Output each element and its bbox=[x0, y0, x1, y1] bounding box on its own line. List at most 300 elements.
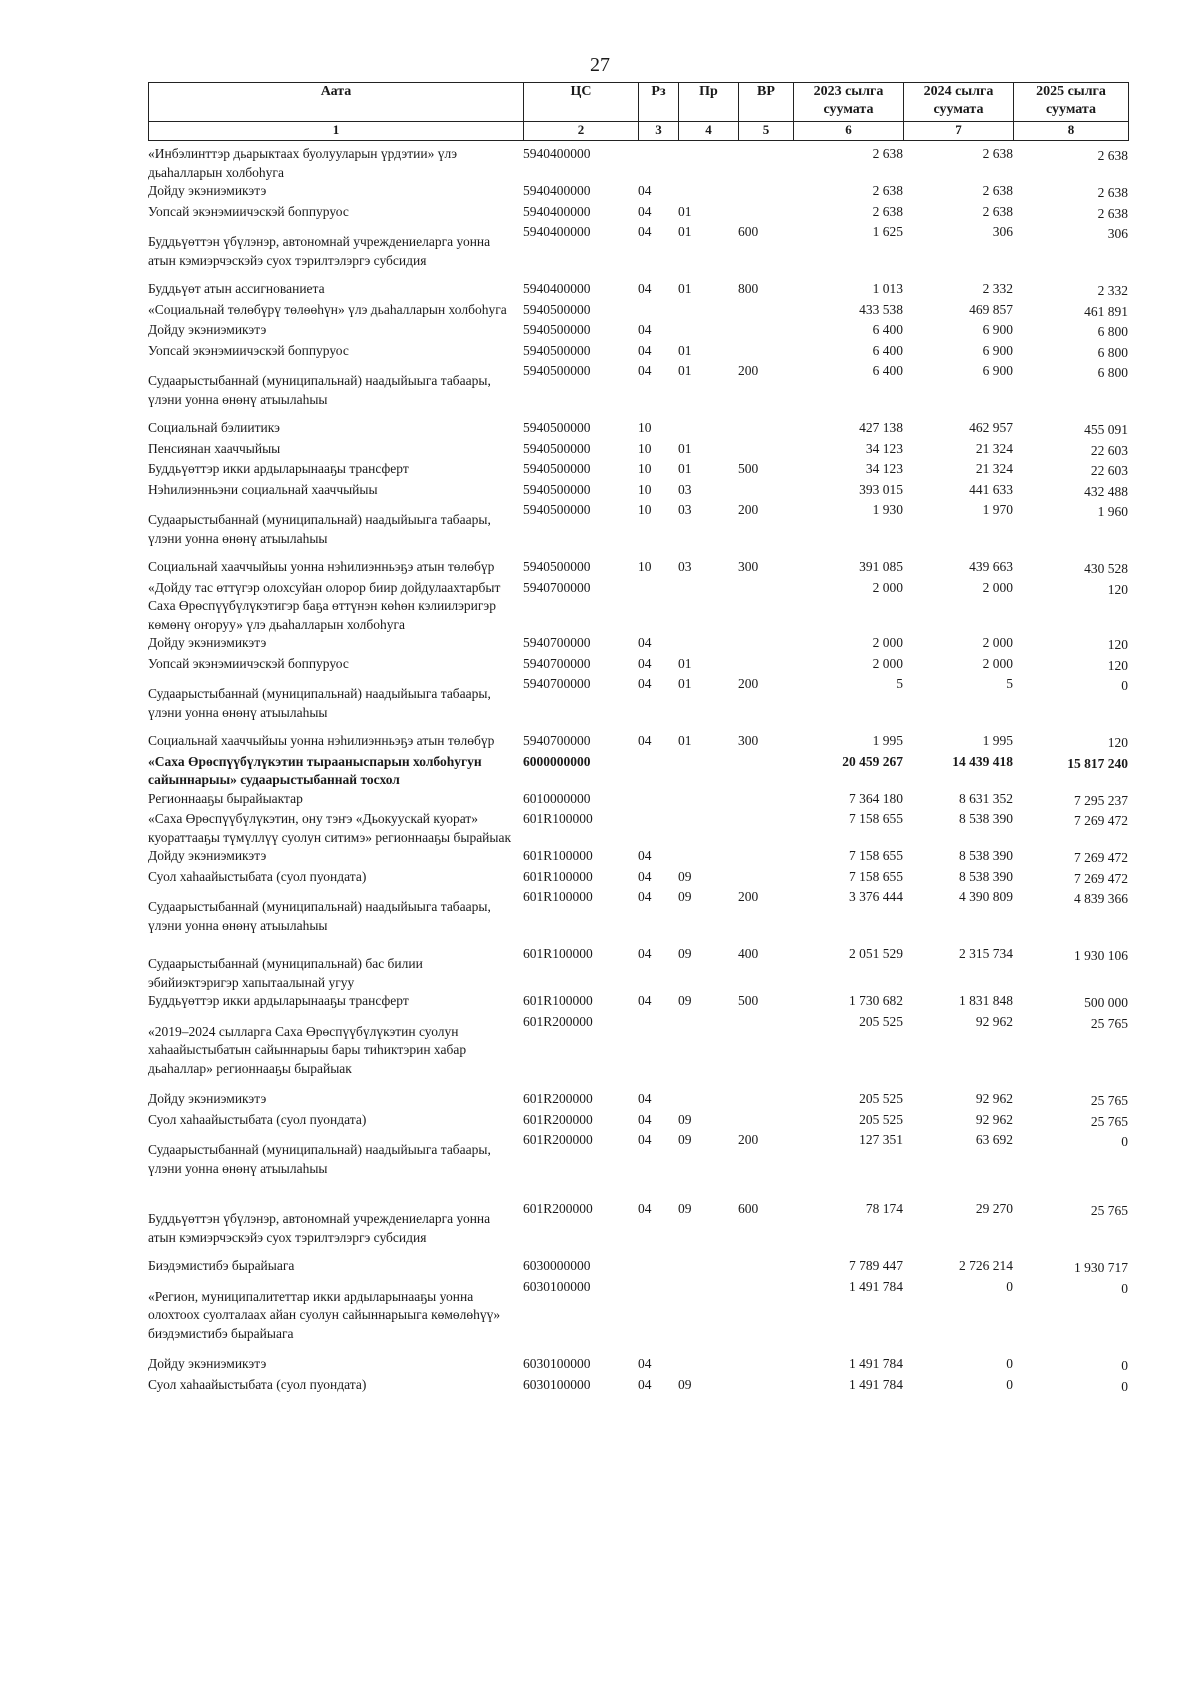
row-vr-code: 200 bbox=[738, 363, 759, 378]
row-amount-2024: 2 315 734 bbox=[959, 946, 1013, 961]
row-cs-code: 601R200000 bbox=[523, 1091, 593, 1106]
header-number: 4 bbox=[679, 122, 739, 141]
row-pr-code: 09 bbox=[678, 889, 692, 904]
row-amount-2025: 455 091 bbox=[1084, 422, 1128, 437]
row-rz-code: 04 bbox=[638, 655, 652, 671]
row-amount-2024: 2 000 bbox=[982, 655, 1013, 671]
table-row bbox=[148, 280, 1128, 301]
row-cs-code: 601R200000 bbox=[523, 1013, 593, 1029]
row-pr-code: 01 bbox=[678, 440, 692, 456]
row-cs-code: 5940500000 bbox=[523, 461, 591, 476]
row-amount-2025: 120 bbox=[1107, 581, 1128, 597]
row-vr-code: 200 bbox=[738, 502, 759, 517]
row-vr-code: 800 bbox=[738, 281, 759, 296]
header-number: 8 bbox=[1014, 122, 1129, 141]
row-amount-2023: 127 351 bbox=[859, 1132, 903, 1147]
row-cs-code: 6000000000 bbox=[523, 753, 591, 769]
row-amount-2024: 2 638 bbox=[982, 146, 1013, 161]
row-name: Суол хаһаайыстыбата (суол пуондата) bbox=[148, 1376, 367, 1392]
row-cs-code: 601R100000 bbox=[523, 946, 593, 961]
table-row bbox=[148, 419, 1128, 440]
row-amount-2025: 2 638 bbox=[1097, 185, 1128, 200]
row-amount-2024: 462 957 bbox=[969, 420, 1013, 435]
row-amount-2024: 92 962 bbox=[975, 1091, 1013, 1106]
row-amount-2024: 4 390 809 bbox=[959, 889, 1013, 904]
row-vr-code: 200 bbox=[738, 676, 759, 691]
row-amount-2025: 120 bbox=[1107, 657, 1128, 673]
row-amount-2025: 2 638 bbox=[1097, 205, 1128, 221]
row-amount-2025: 25 765 bbox=[1090, 1093, 1128, 1108]
row-rz-code: 04 bbox=[638, 635, 652, 650]
row-cs-code: 5940700000 bbox=[523, 655, 591, 671]
row-name: Уопсай экэнэмиичэскэй боппуруос bbox=[148, 203, 349, 219]
row-cs-code: 5940500000 bbox=[523, 481, 591, 497]
row-amount-2025: 15 817 240 bbox=[1067, 755, 1128, 771]
table-row bbox=[148, 145, 1128, 182]
row-amount-2025: 0 bbox=[1121, 1378, 1128, 1394]
row-cs-code: 6030000000 bbox=[523, 1258, 591, 1273]
table-row bbox=[148, 1355, 1128, 1376]
row-amount-2025: 25 765 bbox=[1090, 1113, 1128, 1129]
row-amount-2024: 21 324 bbox=[975, 461, 1013, 476]
row-amount-2023: 1 013 bbox=[872, 281, 903, 296]
row-amount-2025: 0 bbox=[1121, 1134, 1128, 1149]
row-cs-code: 5940400000 bbox=[523, 203, 591, 219]
row-amount-2024: 6 900 bbox=[982, 322, 1013, 337]
row-cs-code: 5940400000 bbox=[523, 281, 591, 296]
table-row bbox=[148, 182, 1128, 203]
row-amount-2024: 1 995 bbox=[982, 733, 1013, 748]
row-amount-2024: 2 000 bbox=[982, 635, 1013, 650]
row-cs-code: 5940500000 bbox=[523, 363, 591, 378]
row-rz-code: 10 bbox=[638, 440, 652, 456]
row-cs-code: 6030100000 bbox=[523, 1278, 591, 1294]
table-row bbox=[148, 481, 1128, 502]
row-cs-code: 5940500000 bbox=[523, 502, 591, 517]
row-name: «Саха Өрөспүүбүлүкэтин тырааныспарын холбоһугун сайыннарыы» судаарыстыбаннай тосхол bbox=[148, 753, 482, 787]
row-rz-code: 04 bbox=[638, 1376, 652, 1392]
row-amount-2023: 2 638 bbox=[872, 183, 903, 198]
table-row bbox=[148, 203, 1128, 224]
table-row bbox=[148, 753, 1128, 790]
header-2025: 2025 сылга суумата bbox=[1014, 83, 1129, 122]
row-amount-2025: 0 bbox=[1121, 1358, 1128, 1373]
row-rz-code: 04 bbox=[638, 322, 652, 337]
row-name: Судаарыстыбаннай (муниципальнай) наадыйыыга табаары, үлэни уонна өнөнү атыылаһыы bbox=[148, 373, 491, 407]
table-row bbox=[148, 732, 1128, 753]
row-cs-code: 601R200000 bbox=[523, 1132, 593, 1147]
row-cs-code: 5940500000 bbox=[523, 301, 591, 317]
row-amount-2024: 1 831 848 bbox=[959, 993, 1013, 1008]
row-amount-2024: 439 663 bbox=[969, 559, 1013, 574]
row-amount-2025: 6 800 bbox=[1097, 344, 1128, 360]
row-name: «Инбэлинттэр дьарыктаах буолууларын үрдэтии» үлэ дьаһалларын холбоһуга bbox=[148, 146, 457, 180]
row-name: Судаарыстыбаннай (муниципальнай) бас билии эбийиэктэригэр хапытаалынай угуу bbox=[148, 956, 423, 990]
row-pr-code: 09 bbox=[678, 993, 692, 1008]
row-pr-code: 01 bbox=[678, 342, 692, 358]
row-name: Уопсай экэнэмиичэскэй боппуруос bbox=[148, 655, 349, 671]
row-vr-code: 600 bbox=[738, 224, 759, 239]
row-name: Биэдэмистибэ бырайыага bbox=[148, 1258, 295, 1273]
table-row bbox=[148, 992, 1128, 1013]
table-row bbox=[148, 558, 1128, 579]
row-name: Судаарыстыбаннай (муниципальнай) наадыйыыга табаары, үлэни уонна өнөнү атыылаһыы bbox=[148, 686, 491, 720]
row-amount-2023: 20 459 267 bbox=[842, 753, 903, 769]
row-amount-2023: 7 158 655 bbox=[849, 868, 903, 884]
row-name: Судаарыстыбаннай (муниципальнай) наадыйыыга табаары, үлэни уонна өнөнү атыылаһыы bbox=[148, 899, 491, 933]
row-name: Дойду экэниэмикэтэ bbox=[148, 183, 267, 198]
header-number: 7 bbox=[904, 122, 1014, 141]
row-cs-code: 601R100000 bbox=[523, 993, 593, 1008]
row-name: Социальнай хааччыйыы уонна нэһилиэнньэҕэ атын төлөбүр bbox=[148, 733, 495, 748]
row-amount-2023: 205 525 bbox=[859, 1013, 903, 1029]
row-name: Суол хаһаайыстыбата (суол пуондата) bbox=[148, 868, 367, 884]
row-amount-2025: 0 bbox=[1121, 1280, 1128, 1296]
row-rz-code: 10 bbox=[638, 481, 652, 497]
row-cs-code: 601R100000 bbox=[523, 868, 593, 884]
row-amount-2023: 7 158 655 bbox=[849, 848, 903, 863]
row-pr-code: 09 bbox=[678, 1111, 692, 1127]
row-amount-2023: 391 085 bbox=[859, 559, 903, 574]
table-row bbox=[148, 810, 1128, 847]
table-row bbox=[148, 301, 1128, 322]
row-cs-code: 5940500000 bbox=[523, 559, 591, 574]
row-pr-code: 09 bbox=[678, 1201, 692, 1216]
row-amount-2024: 0 bbox=[1006, 1278, 1013, 1294]
row-amount-2024: 2 638 bbox=[982, 183, 1013, 198]
row-pr-code: 03 bbox=[678, 481, 692, 497]
row-cs-code: 601R100000 bbox=[523, 889, 593, 904]
row-amount-2023: 78 174 bbox=[865, 1201, 903, 1216]
row-name: Социальнай хааччыйыы уонна нэһилиэнньэҕэ атын төлөбүр bbox=[148, 559, 495, 574]
row-amount-2023: 205 525 bbox=[859, 1111, 903, 1127]
row-amount-2023: 1 491 784 bbox=[849, 1376, 903, 1392]
row-amount-2025: 1 930 106 bbox=[1074, 948, 1128, 963]
row-pr-code: 01 bbox=[678, 281, 692, 296]
row-name: Буддьүөттэр икки ардыларынааҕы трансферт bbox=[148, 461, 409, 476]
row-name: Дойду экэниэмикэтэ bbox=[148, 848, 267, 863]
row-amount-2023: 6 400 bbox=[872, 322, 903, 337]
row-rz-code: 04 bbox=[638, 733, 652, 748]
row-cs-code: 5940500000 bbox=[523, 420, 591, 435]
row-name: «Дойду тас өттүгэр олохсуйан олорор биир дойдулаахтарбыт Саха Өрөспүүбүлүкэтигэр баҕа өттүнэн көһөн кэлиилэригэр көмөнү оҥоруу» үлэ дьаһалларын холбоһуга bbox=[148, 579, 501, 632]
row-amount-2025: 306 bbox=[1107, 226, 1128, 241]
header-number: 6 bbox=[794, 122, 904, 141]
table-row bbox=[148, 321, 1128, 342]
row-rz-code: 04 bbox=[638, 183, 652, 198]
row-cs-code: 601R200000 bbox=[523, 1111, 593, 1127]
row-amount-2023: 7 158 655 bbox=[849, 811, 903, 826]
row-vr-code: 300 bbox=[738, 733, 759, 748]
row-name: Судаарыстыбаннай (муниципальнай) наадыйыыга табаары, үлэни уонна өнөнү атыылаһыы bbox=[148, 512, 491, 546]
row-amount-2025: 432 488 bbox=[1084, 483, 1128, 499]
row-vr-code: 200 bbox=[738, 889, 759, 904]
table-row bbox=[148, 1111, 1128, 1132]
row-amount-2023: 2 000 bbox=[872, 635, 903, 650]
row-name: Пенсиянан хааччыйыы bbox=[148, 440, 281, 456]
row-amount-2024: 63 692 bbox=[975, 1132, 1013, 1147]
row-name: Дойду экэниэмикэтэ bbox=[148, 1091, 267, 1106]
row-name: Буддьүөттэн үбүлэнэр, автономнай учреждениеларга уонна атын кэмиэрчэскэйэ суох тэрилтэлэргэ субсидия bbox=[148, 234, 491, 268]
row-amount-2023: 6 400 bbox=[872, 363, 903, 378]
row-rz-code: 04 bbox=[638, 848, 652, 863]
row-vr-code: 500 bbox=[738, 993, 759, 1008]
row-amount-2025: 6 800 bbox=[1097, 324, 1128, 339]
row-pr-code: 09 bbox=[678, 868, 692, 884]
row-name: Судаарыстыбаннай (муниципальнай) наадыйыыга табаары, үлэни уонна өнөнү атыылаһыы bbox=[148, 1142, 491, 1176]
row-vr-code: 600 bbox=[738, 1201, 759, 1216]
row-cs-code: 5940400000 bbox=[523, 224, 591, 239]
row-amount-2023: 2 638 bbox=[872, 203, 903, 219]
row-amount-2024: 29 270 bbox=[975, 1201, 1013, 1216]
row-rz-code: 04 bbox=[638, 868, 652, 884]
table-row bbox=[148, 888, 1128, 945]
row-amount-2023: 393 015 bbox=[859, 481, 903, 497]
row-name: Дойду экэниэмикэтэ bbox=[148, 322, 267, 337]
row-rz-code: 04 bbox=[638, 203, 652, 219]
row-rz-code: 10 bbox=[638, 420, 652, 435]
row-amount-2025: 1 960 bbox=[1097, 504, 1128, 519]
row-amount-2023: 34 123 bbox=[865, 440, 903, 456]
row-amount-2025: 0 bbox=[1121, 678, 1128, 693]
row-amount-2024: 6 900 bbox=[982, 363, 1013, 378]
row-rz-code: 04 bbox=[638, 224, 652, 239]
row-amount-2024: 8 538 390 bbox=[959, 868, 1013, 884]
row-amount-2023: 2 638 bbox=[872, 146, 903, 161]
row-name: Буддьүөт атын ассигнованиета bbox=[148, 281, 325, 296]
header-number: 1 bbox=[149, 122, 524, 141]
table-row bbox=[148, 945, 1128, 992]
row-amount-2025: 7 269 472 bbox=[1074, 870, 1128, 886]
row-name: Уопсай экэнэмиичэскэй боппуруос bbox=[148, 342, 349, 358]
table-row bbox=[148, 1200, 1128, 1257]
row-amount-2025: 7 269 472 bbox=[1074, 813, 1128, 828]
table-row bbox=[148, 675, 1128, 732]
header-2023: 2023 сылга суумата bbox=[794, 83, 904, 122]
row-amount-2025: 22 603 bbox=[1090, 463, 1128, 478]
row-amount-2023: 3 376 444 bbox=[849, 889, 903, 904]
row-amount-2024: 0 bbox=[1006, 1356, 1013, 1371]
row-amount-2024: 441 633 bbox=[969, 481, 1013, 497]
row-amount-2023: 6 400 bbox=[872, 342, 903, 358]
row-pr-code: 01 bbox=[678, 655, 692, 671]
row-amount-2023: 34 123 bbox=[865, 461, 903, 476]
table-row bbox=[148, 1257, 1128, 1278]
row-rz-code: 04 bbox=[638, 1356, 652, 1371]
header-2024: 2024 сылга суумата bbox=[904, 83, 1014, 122]
table-row bbox=[148, 440, 1128, 461]
row-name: Регионнааҕы бырайыактар bbox=[148, 790, 303, 806]
table-row bbox=[148, 847, 1128, 868]
row-amount-2023: 5 bbox=[896, 676, 903, 691]
row-amount-2024: 92 962 bbox=[975, 1013, 1013, 1029]
table-row bbox=[148, 1013, 1128, 1091]
row-rz-code: 04 bbox=[638, 342, 652, 358]
budget-table-body bbox=[148, 145, 1128, 1396]
row-rz-code: 10 bbox=[638, 461, 652, 476]
row-amount-2023: 7 789 447 bbox=[849, 1258, 903, 1273]
row-amount-2024: 306 bbox=[992, 224, 1013, 239]
header-number: 5 bbox=[739, 122, 794, 141]
table-row bbox=[148, 362, 1128, 419]
row-amount-2025: 7 295 237 bbox=[1074, 792, 1128, 808]
row-amount-2024: 2 638 bbox=[982, 203, 1013, 219]
row-vr-code: 300 bbox=[738, 559, 759, 574]
header-pr: Пр bbox=[679, 83, 739, 122]
row-name: Социальнай бэлиитикэ bbox=[148, 420, 280, 435]
row-rz-code: 04 bbox=[638, 1091, 652, 1106]
row-name: Буддьүөттэн үбүлэнэр, автономнай учреждениеларга уонна атын кэмиэрчэскэйэ суох тэрилтэлэргэ субсидия bbox=[148, 1211, 491, 1245]
row-amount-2024: 0 bbox=[1006, 1376, 1013, 1392]
row-pr-code: 09 bbox=[678, 1132, 692, 1147]
row-pr-code: 09 bbox=[678, 1376, 692, 1392]
row-rz-code: 04 bbox=[638, 676, 652, 691]
row-name: Буддьүөттэр икки ардыларынааҕы трансферт bbox=[148, 993, 409, 1008]
header-cs: ЦС bbox=[524, 83, 639, 122]
table-row bbox=[148, 634, 1128, 655]
row-cs-code: 5940700000 bbox=[523, 635, 591, 650]
row-amount-2025: 25 765 bbox=[1090, 1203, 1128, 1218]
row-amount-2023: 1 625 bbox=[872, 224, 903, 239]
table-row bbox=[148, 790, 1128, 811]
row-amount-2024: 92 962 bbox=[975, 1111, 1013, 1127]
row-cs-code: 5940500000 bbox=[523, 342, 591, 358]
row-cs-code: 601R100000 bbox=[523, 811, 593, 826]
header-number: 3 bbox=[639, 122, 679, 141]
row-amount-2023: 433 538 bbox=[859, 301, 903, 317]
row-cs-code: 5940700000 bbox=[523, 676, 591, 691]
row-pr-code: 01 bbox=[678, 733, 692, 748]
row-amount-2025: 120 bbox=[1107, 637, 1128, 652]
row-pr-code: 09 bbox=[678, 946, 692, 961]
row-rz-code: 04 bbox=[638, 946, 652, 961]
row-vr-code: 400 bbox=[738, 946, 759, 961]
row-amount-2024: 8 538 390 bbox=[959, 811, 1013, 826]
table-row bbox=[148, 1278, 1128, 1356]
row-amount-2023: 205 525 bbox=[859, 1091, 903, 1106]
row-cs-code: 6030100000 bbox=[523, 1376, 591, 1392]
row-cs-code: 5940500000 bbox=[523, 322, 591, 337]
row-amount-2023: 1 491 784 bbox=[849, 1356, 903, 1371]
table-row bbox=[148, 460, 1128, 481]
row-amount-2023: 1 730 682 bbox=[849, 993, 903, 1008]
table-header bbox=[148, 82, 1129, 141]
row-cs-code: 601R100000 bbox=[523, 848, 593, 863]
row-amount-2025: 2 332 bbox=[1097, 283, 1128, 298]
row-rz-code: 04 bbox=[638, 889, 652, 904]
row-amount-2024: 21 324 bbox=[975, 440, 1013, 456]
row-pr-code: 01 bbox=[678, 224, 692, 239]
row-amount-2025: 120 bbox=[1107, 735, 1128, 750]
row-cs-code: 601R200000 bbox=[523, 1201, 593, 1216]
header-aata: Аата bbox=[149, 83, 524, 122]
row-name: «Социальнай төлөбүрү төлөөһүн» үлэ дьаһалларын холбоһуга bbox=[148, 301, 507, 317]
row-cs-code: 5940500000 bbox=[523, 440, 591, 456]
table-row bbox=[148, 868, 1128, 889]
row-amount-2025: 6 800 bbox=[1097, 365, 1128, 380]
table-row bbox=[148, 1376, 1128, 1397]
table-row bbox=[148, 655, 1128, 676]
row-amount-2023: 1 491 784 bbox=[849, 1278, 903, 1294]
row-amount-2025: 461 891 bbox=[1084, 303, 1128, 319]
row-amount-2025: 4 839 366 bbox=[1074, 891, 1128, 906]
row-cs-code: 5940400000 bbox=[523, 146, 591, 161]
row-amount-2025: 2 638 bbox=[1097, 148, 1128, 163]
row-amount-2025: 22 603 bbox=[1090, 442, 1128, 458]
row-amount-2024: 2 332 bbox=[982, 281, 1013, 296]
header-vr: ВР bbox=[739, 83, 794, 122]
row-rz-code: 10 bbox=[638, 502, 652, 517]
row-cs-code: 5940700000 bbox=[523, 579, 591, 595]
row-cs-code: 5940400000 bbox=[523, 183, 591, 198]
row-amount-2023: 1 930 bbox=[872, 502, 903, 517]
row-amount-2024: 1 970 bbox=[982, 502, 1013, 517]
row-amount-2024: 2 726 214 bbox=[959, 1258, 1013, 1273]
row-name: «Регион, муниципалитеттар икки ардыларынааҕы уонна олохтоох суолталаах айан суолун сайыннарыыга көмөлөһүү» биэдэмистибэ бырайыага bbox=[148, 1288, 501, 1341]
row-amount-2025: 500 000 bbox=[1084, 995, 1128, 1010]
row-rz-code: 10 bbox=[638, 559, 652, 574]
row-rz-code: 04 bbox=[638, 363, 652, 378]
row-amount-2024: 6 900 bbox=[982, 342, 1013, 358]
page-number: 27 bbox=[590, 54, 610, 76]
row-rz-code: 04 bbox=[638, 1132, 652, 1147]
row-rz-code: 04 bbox=[638, 1111, 652, 1127]
row-rz-code: 04 bbox=[638, 1201, 652, 1216]
table-row bbox=[148, 223, 1128, 280]
row-amount-2024: 8 538 390 bbox=[959, 848, 1013, 863]
header-rz: Рз bbox=[639, 83, 679, 122]
table-row bbox=[148, 579, 1128, 635]
row-amount-2023: 427 138 bbox=[859, 420, 903, 435]
row-vr-code: 200 bbox=[738, 1132, 759, 1147]
row-name: Суол хаһаайыстыбата (суол пуондата) bbox=[148, 1111, 367, 1127]
row-amount-2024: 14 439 418 bbox=[952, 753, 1013, 769]
row-name: «2019–2024 сылларга Саха Өрөспүүбүлүкэтин суолун хаһаайыстыбатын сайыннарыы бары тиһиктэрин хабар дьаһаллар» регионнааҕы бырайыак bbox=[148, 1023, 467, 1076]
row-vr-code: 500 bbox=[738, 461, 759, 476]
table-row bbox=[148, 342, 1128, 363]
table-row bbox=[148, 1131, 1128, 1200]
row-amount-2025: 25 765 bbox=[1090, 1015, 1128, 1031]
row-cs-code: 5940700000 bbox=[523, 733, 591, 748]
row-pr-code: 03 bbox=[678, 502, 692, 517]
row-amount-2023: 1 995 bbox=[872, 733, 903, 748]
row-amount-2023: 2 051 529 bbox=[849, 946, 903, 961]
row-amount-2023: 7 364 180 bbox=[849, 790, 903, 806]
row-pr-code: 01 bbox=[678, 676, 692, 691]
row-amount-2024: 2 000 bbox=[982, 579, 1013, 595]
row-pr-code: 01 bbox=[678, 203, 692, 219]
row-cs-code: 6010000000 bbox=[523, 790, 591, 806]
row-pr-code: 01 bbox=[678, 461, 692, 476]
row-amount-2024: 469 857 bbox=[969, 301, 1013, 317]
row-rz-code: 04 bbox=[638, 281, 652, 296]
row-pr-code: 01 bbox=[678, 363, 692, 378]
row-amount-2025: 1 930 717 bbox=[1074, 1260, 1128, 1275]
row-name: Нэһилиэнньэни социальнай хааччыйыы bbox=[148, 481, 378, 497]
row-amount-2025: 430 528 bbox=[1084, 561, 1128, 576]
row-amount-2025: 7 269 472 bbox=[1074, 850, 1128, 865]
row-name: Дойду экэниэмикэтэ bbox=[148, 1356, 267, 1371]
row-amount-2023: 2 000 bbox=[872, 655, 903, 671]
row-cs-code: 6030100000 bbox=[523, 1356, 591, 1371]
row-rz-code: 04 bbox=[638, 993, 652, 1008]
header-number: 2 bbox=[524, 122, 639, 141]
row-name: Дойду экэниэмикэтэ bbox=[148, 635, 267, 650]
row-amount-2024: 8 631 352 bbox=[959, 790, 1013, 806]
row-pr-code: 03 bbox=[678, 559, 692, 574]
table-row bbox=[148, 501, 1128, 558]
row-amount-2024: 5 bbox=[1006, 676, 1013, 691]
